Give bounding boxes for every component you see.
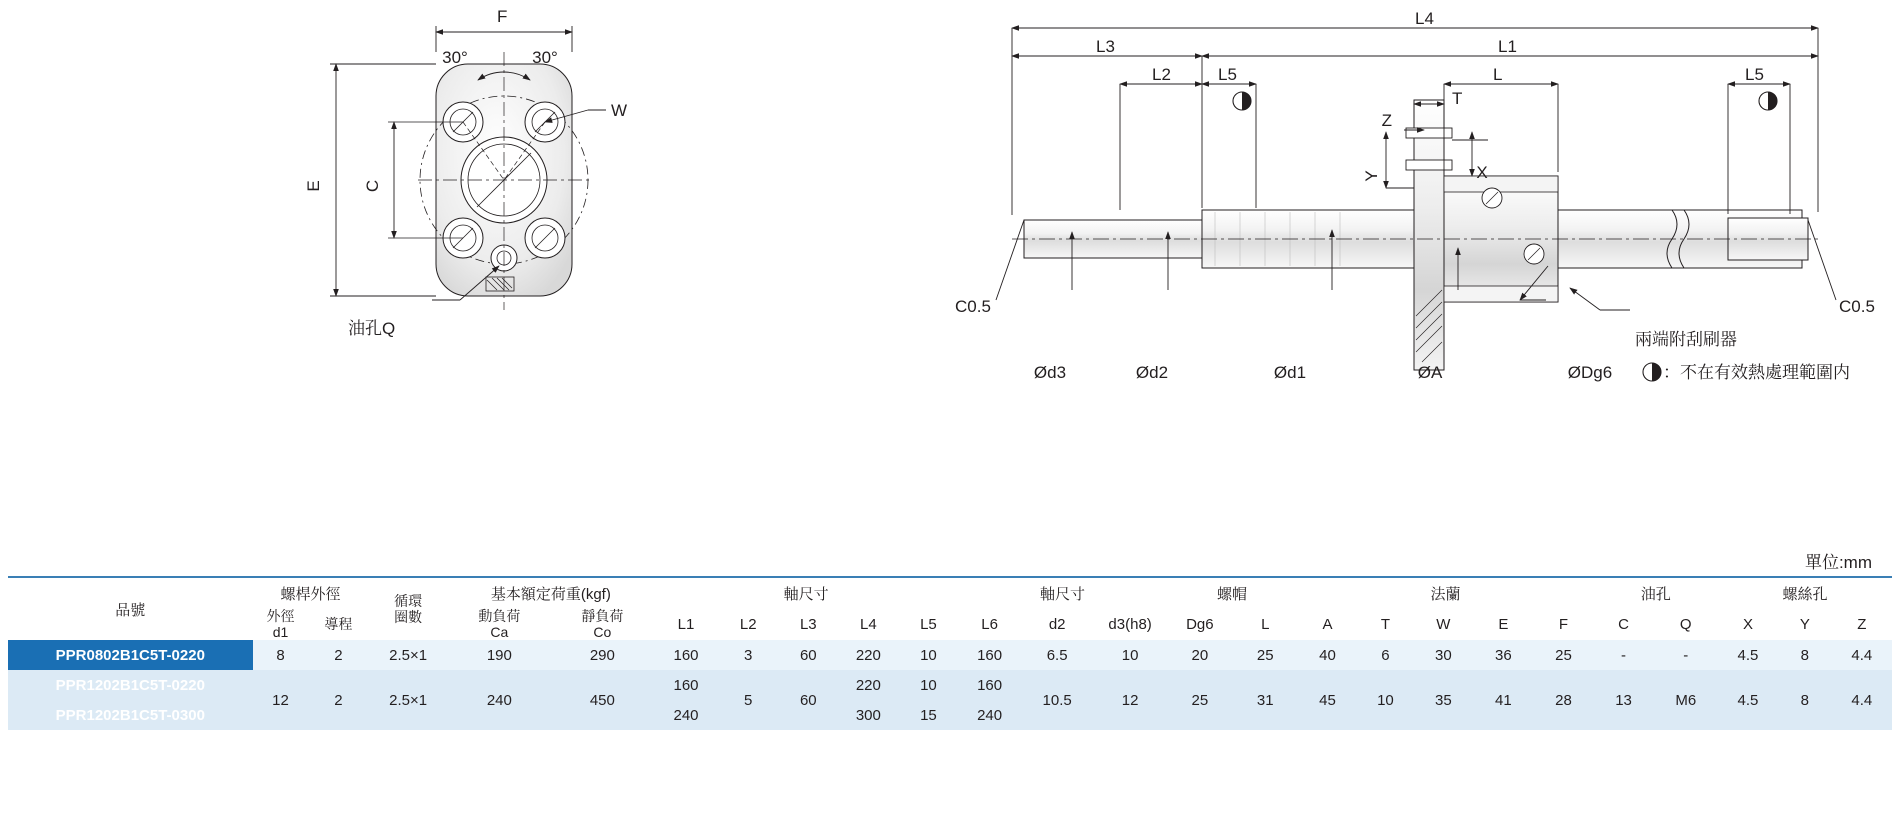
- header-lead: 導程: [324, 615, 353, 632]
- table-row[interactable]: [8, 670, 1892, 700]
- label-A: ØA: [1417, 363, 1443, 382]
- header-oil-hole: 油孔: [1594, 577, 1718, 608]
- half-circle-symbol-legend: [1643, 363, 1661, 381]
- model-cell[interactable]: PPR1202B1C5T-0220: [8, 670, 253, 700]
- cell-ca: 190: [448, 640, 551, 670]
- header-od-line2: d1: [272, 624, 289, 641]
- cell-d2: 6.5: [1021, 640, 1094, 670]
- header-L2: L2: [739, 615, 757, 633]
- flange-front-view: [418, 52, 592, 310]
- label-d3: Ød3: [1033, 363, 1067, 382]
- header-circuits-line2: 圈數: [394, 609, 423, 626]
- header-d2: d2: [1048, 615, 1066, 633]
- cell-L3: 60: [778, 670, 838, 730]
- cell-circuits: 2.5×1: [368, 670, 447, 730]
- cell-lead: 2: [308, 640, 368, 670]
- cell-od-d1: 12: [253, 670, 309, 730]
- label-chamfer-left: C0.5: [955, 297, 991, 316]
- header-circuits: [368, 577, 447, 640]
- header-load: 基本額定荷重(kgf): [448, 577, 654, 608]
- header-Y: Y: [1799, 615, 1810, 633]
- cell-L6: 240: [958, 700, 1020, 730]
- cell-E: 36: [1473, 640, 1533, 670]
- header-X: X: [1742, 615, 1753, 633]
- header-Dg6: Dg6: [1186, 615, 1214, 633]
- label-d2: Ød2: [1135, 363, 1169, 382]
- cell-L4: 220: [838, 670, 898, 700]
- cell-A: 40: [1297, 640, 1357, 670]
- label-L5-left: L5: [1218, 65, 1237, 84]
- model-cell[interactable]: PPR1202B1C5T-0300: [8, 700, 253, 730]
- header-C: C: [1618, 615, 1629, 633]
- header-nut: 螺帽: [1167, 577, 1298, 608]
- header-W: W: [1436, 615, 1451, 633]
- cell-Dg6: 20: [1167, 640, 1234, 670]
- header-A: A: [1322, 615, 1333, 633]
- header-L6: L6: [981, 615, 998, 633]
- label-F: F: [497, 7, 508, 26]
- table-row[interactable]: [8, 640, 1892, 670]
- cell-L5: 10: [898, 640, 958, 670]
- cell-L: 31: [1233, 670, 1297, 730]
- cell-F: 25: [1533, 640, 1593, 670]
- cell-L4: 300: [838, 700, 898, 730]
- cell-Y: 8: [1778, 670, 1832, 730]
- header-L: L: [1261, 615, 1270, 633]
- cell-L1: 160: [654, 640, 718, 670]
- label-L4: L4: [1415, 9, 1434, 28]
- cell-W: 35: [1413, 670, 1473, 730]
- spec-table-container: [8, 576, 1892, 730]
- cell-lead: 2: [308, 670, 368, 730]
- header-screw-od: 螺桿外徑: [253, 577, 369, 608]
- header-E: E: [1498, 615, 1509, 633]
- half-circle-symbol-right: [1759, 92, 1777, 110]
- header-od-d1: [253, 608, 309, 640]
- header-co: [551, 608, 654, 640]
- cell-L2: 3: [718, 640, 778, 670]
- label-heat-note: ：不在有效熱處理範圍内: [1663, 363, 1850, 382]
- label-angle-right: 30°: [532, 48, 558, 67]
- cell-d3: 12: [1094, 670, 1167, 730]
- cell-C: -: [1594, 640, 1654, 670]
- cell-T: 6: [1358, 640, 1414, 670]
- header-circuits-line1: 循環: [394, 593, 423, 609]
- header-co-line1: 靜負荷: [581, 608, 624, 624]
- header-shaft-dim-2: 軸尺寸: [958, 577, 1166, 608]
- header-L3: L3: [799, 615, 817, 633]
- header-L5: L5: [920, 615, 937, 633]
- header-Z: Z: [1857, 615, 1867, 633]
- cell-Z: 4.4: [1832, 670, 1892, 730]
- header-L4: L4: [860, 615, 877, 633]
- cell-od-d1: 8: [253, 640, 309, 670]
- cell-F: 28: [1533, 670, 1593, 730]
- label-Z: Z: [1381, 111, 1392, 130]
- header-L1: L1: [677, 615, 695, 633]
- header-model: 品號: [8, 577, 253, 640]
- header-flange: 法蘭: [1297, 577, 1593, 608]
- label-C: C: [363, 179, 382, 193]
- header-shaft-dim-1: 軸尺寸: [654, 577, 959, 608]
- header-ca-line1: 動負荷: [478, 608, 521, 624]
- header-Q: Q: [1679, 615, 1692, 633]
- label-L5-right: L5: [1745, 65, 1764, 84]
- cell-ca: 240: [448, 670, 551, 730]
- cell-Y: 8: [1778, 640, 1832, 670]
- cell-L6: 160: [958, 670, 1020, 700]
- cell-X: 4.5: [1718, 670, 1778, 730]
- label-L1: L1: [1498, 37, 1517, 56]
- cell-X: 4.5: [1718, 640, 1778, 670]
- label-d1: Ød1: [1273, 363, 1307, 382]
- cell-L2: 5: [718, 670, 778, 730]
- model-cell[interactable]: PPR0802B1C5T-0220: [8, 640, 253, 670]
- header-d3: d3(h8): [1108, 615, 1152, 633]
- label-T: T: [1452, 89, 1463, 108]
- label-L: L: [1493, 65, 1503, 84]
- cell-co: 450: [551, 670, 654, 730]
- header-ca-line2: Ca: [490, 624, 509, 641]
- label-X: X: [1476, 163, 1488, 182]
- spec-table: [8, 576, 1892, 730]
- header-ca: [448, 608, 551, 640]
- cell-L1: 240: [654, 700, 718, 730]
- label-angle-left: 30°: [442, 48, 468, 67]
- header-screw-hole: 螺絲孔: [1718, 577, 1892, 608]
- cell-d2: 10.5: [1021, 670, 1094, 730]
- label-Dg6: ØDg6: [1567, 363, 1613, 382]
- cell-L6: 160: [958, 640, 1020, 670]
- unit-label: 單位:mm: [1804, 553, 1872, 572]
- cell-A: 45: [1297, 670, 1357, 730]
- cell-Q: -: [1654, 640, 1718, 670]
- cell-L1: 160: [654, 670, 718, 700]
- label-chamfer-right: C0.5: [1839, 297, 1875, 316]
- label-oil-hole-q: 油孔Q: [348, 319, 396, 338]
- cell-L: 25: [1233, 640, 1297, 670]
- label-L2: L2: [1152, 65, 1171, 84]
- header-co-line2: Co: [593, 624, 612, 641]
- cell-L4: 220: [838, 640, 898, 670]
- cell-C: 13: [1594, 670, 1654, 730]
- half-circle-symbol-left: [1233, 92, 1251, 110]
- cell-co: 290: [551, 640, 654, 670]
- label-L3: L3: [1096, 37, 1115, 56]
- header-od-line1: 外徑: [266, 608, 295, 624]
- cell-E: 41: [1473, 670, 1533, 730]
- label-W: W: [611, 101, 628, 120]
- cell-Q: M6: [1654, 670, 1718, 730]
- label-Y: Y: [1362, 170, 1381, 182]
- cell-T: 10: [1358, 670, 1414, 730]
- label-wiper-note: 兩端附刮刷器: [1635, 330, 1737, 349]
- header-T: T: [1380, 615, 1390, 633]
- label-E: E: [304, 180, 323, 192]
- cell-circuits: 2.5×1: [368, 640, 447, 670]
- cell-Dg6: 25: [1167, 670, 1234, 730]
- cell-Z: 4.4: [1832, 640, 1892, 670]
- cell-L5: 15: [898, 700, 958, 730]
- cell-W: 30: [1413, 640, 1473, 670]
- cell-L3: 60: [778, 640, 838, 670]
- header-F: F: [1558, 615, 1569, 633]
- cell-d3: 10: [1094, 640, 1167, 670]
- cell-L5: 10: [898, 670, 958, 700]
